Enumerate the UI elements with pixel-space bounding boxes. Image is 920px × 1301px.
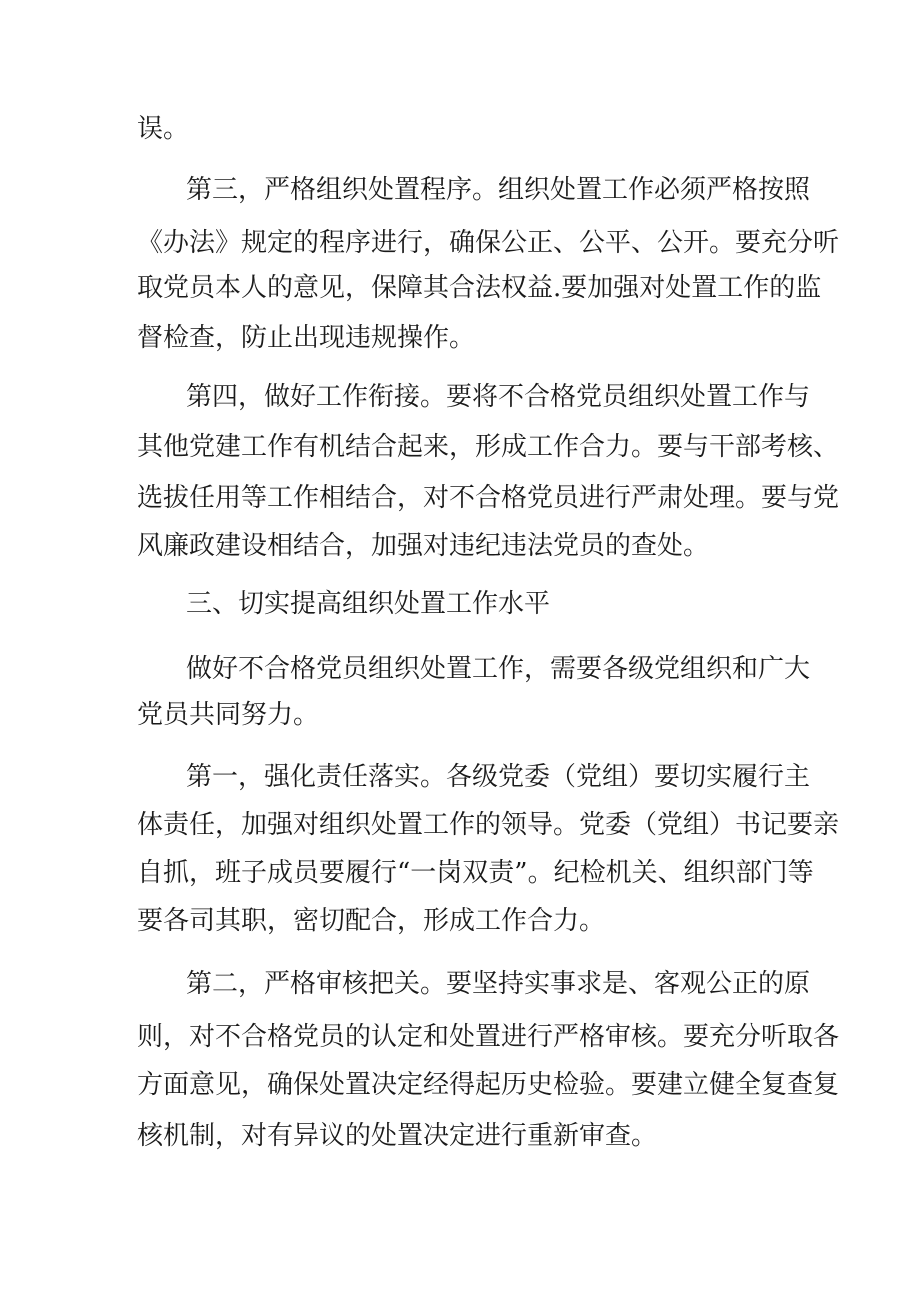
paragraph-line: 第四，做好工作衔接。要将不合格党员组织处置工作与 — [186, 382, 811, 412]
text-line: 体责任，加强对组织处置工作的领导。党委（党组）书记要亲 — [137, 810, 840, 840]
text-line: 误。 — [137, 114, 190, 144]
text-line: 督检查，防止出现违规操作。 — [137, 323, 476, 353]
text-line: 党员共同努力。 — [137, 700, 320, 730]
text-line: 核机制，对有异议的处置决定进行重新审查。 — [137, 1121, 658, 1151]
text-line: 其他党建工作有机结合起来，形成工作合力。要与干部考核、 — [137, 432, 840, 462]
text-line: 取党员本人的意见，保障其合法权益.要加强对处置工作的监 — [137, 273, 822, 303]
paragraph-line: 第一，强化责任落实。各级党委（党组）要切实履行主 — [186, 762, 811, 792]
text-line: 要各司其职，密切配合，形成工作合力。 — [137, 906, 606, 936]
paragraph-line: 第二，严格审核把关。要坚持实事求是、客观公正的原 — [186, 969, 811, 999]
text-line: 方面意见，确保处置决定经得起历史检验。要建立健全复查复 — [137, 1070, 840, 1100]
paragraph-line: 第三，严格组织处置程序。组织处置工作必须严格按照 — [186, 175, 811, 205]
text-line: 自抓，班子成员要履行“一岗双责”。纪检机关、组织部门等 — [137, 858, 814, 888]
text-line: 风廉政建设相结合，加强对违纪违法党员的查处。 — [137, 531, 710, 561]
text-line: 选拔任用等工作相结合，对不合格党员进行严肃处理。要与党 — [137, 483, 840, 513]
section-heading: 三、切实提高组织处置工作水平 — [186, 589, 551, 619]
text-line: 《办法》规定的程序进行，确保公正、公平、公开。要充分听 — [137, 228, 840, 258]
paragraph-line: 做好不合格党员组织处置工作，需要各级党组织和广大 — [186, 654, 811, 684]
text-line: 则，对不合格党员的认定和处置进行严格审核。要充分听取各 — [137, 1022, 840, 1052]
